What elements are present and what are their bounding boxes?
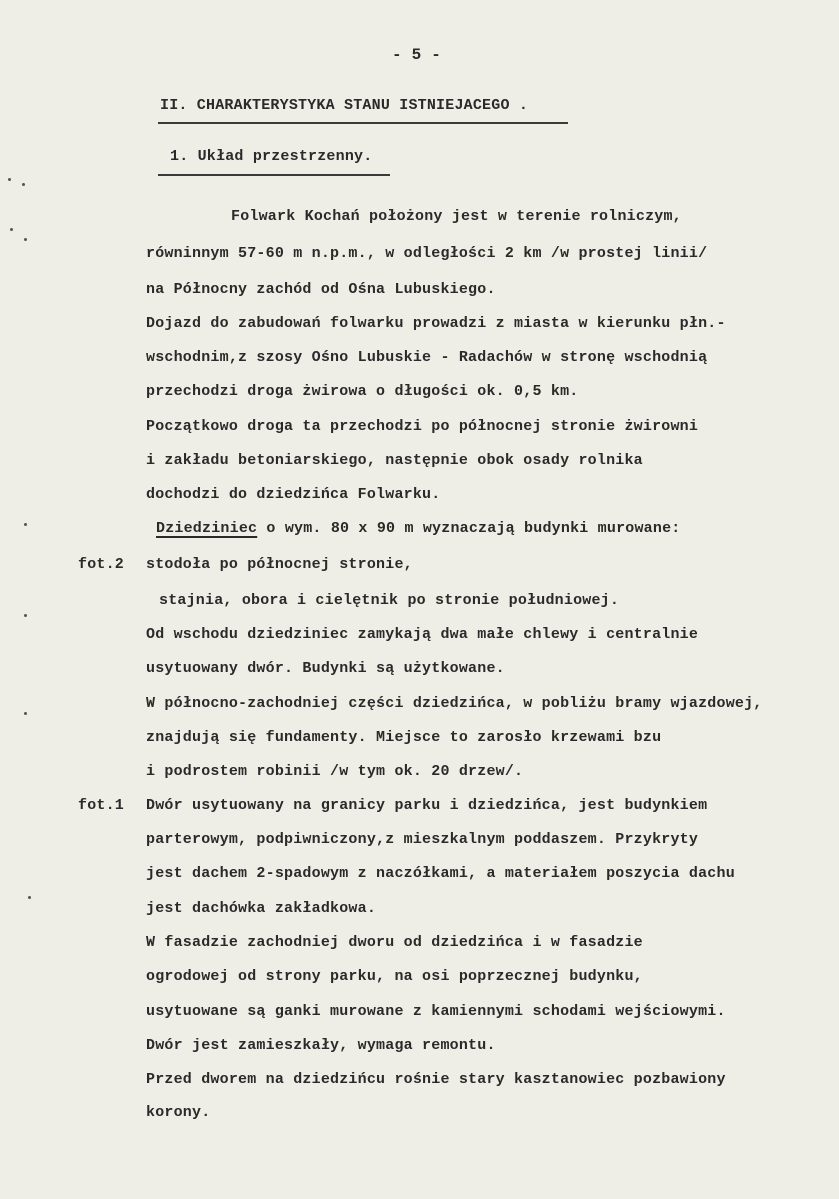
- page-number: - 5 -: [392, 46, 442, 64]
- paragraph2-line: znajdują się fundamenty. Miejsce to zarosło krzewami bzu: [146, 729, 662, 746]
- paragraph1-line: równinnym 57-60 m n.p.m., w odległości 2 km /w prostej linii/: [146, 245, 708, 262]
- paragraph2-line: Od wschodu dziedziniec zamykają dwa małe chlewy i centralnie: [146, 626, 699, 643]
- margin-mark: [24, 238, 27, 241]
- dziedziniec-rest: o wym. 80 x 90 m wyznaczają budynki murowane:: [257, 520, 681, 537]
- paragraph1-line: Początkowo droga ta przechodzi po północnej stronie żwirowni: [146, 418, 699, 435]
- paragraph3-line: jest dachem 2-spadowym z naczółkami, a materiałem poszycia dachu: [146, 865, 735, 882]
- margin-mark: [10, 228, 13, 231]
- margin-mark: [22, 183, 25, 186]
- photo-reference-fot1: fot.1: [78, 797, 125, 814]
- margin-mark: [24, 614, 27, 617]
- section-heading: 1. Układ przestrzenny.: [170, 148, 373, 165]
- chapter-heading-underline: [158, 122, 568, 124]
- margin-mark: [24, 712, 27, 715]
- dziedziniec-line: [156, 520, 681, 538]
- paragraph2-line: stodoła po północnej stronie,: [146, 556, 413, 573]
- paragraph1-line: przechodzi droga żwirowa o długości ok. 0,5 km.: [146, 383, 579, 400]
- paragraph3-line: ogrodowej od strony parku, na osi poprzecznej budynku,: [146, 968, 643, 985]
- paragraph3-line: Przed dworem na dziedzińcu rośnie stary kasztanowiec pozbawiony: [146, 1071, 726, 1088]
- paragraph2-line: i podrostem robinii /w tym ok. 20 drzew/.: [146, 763, 524, 780]
- margin-mark: [24, 523, 27, 526]
- section-heading-underline: [158, 174, 390, 176]
- paragraph1-line: Dojazd do zabudowań folwarku prowadzi z miasta w kierunku płn.-: [146, 315, 726, 332]
- margin-mark: [8, 178, 11, 181]
- paragraph1-line: Folwark Kochań położony jest w terenie rolniczym,: [231, 208, 682, 225]
- paragraph1-line: wschodnim,z szosy Ośno Lubuskie - Radachów w stronę wschodnią: [146, 349, 708, 366]
- paragraph3-line: Dwór usytuowany na granicy parku i dziedzińca, jest budynkiem: [146, 797, 708, 814]
- paragraph3-line: parterowym, podpiwniczony,z mieszkalnym poddaszem. Przykryty: [146, 831, 699, 848]
- paragraph1-line: dochodzi do dziedzińca Folwarku.: [146, 486, 441, 503]
- margin-mark: [28, 896, 31, 899]
- paragraph1-line: i zakładu betoniarskiego, następnie obok osady rolnika: [146, 452, 643, 469]
- chapter-heading: II. CHARAKTERYSTYKA STANU ISTNIEJACEGO .: [160, 97, 529, 114]
- dziedziniec-word: Dziedziniec: [156, 520, 258, 537]
- paragraph2-line: usytuowany dwór. Budynki są użytkowane.: [146, 660, 505, 677]
- paragraph1-line: na Północny zachód od Ośna Lubuskiego.: [146, 281, 496, 298]
- paragraph3-line: korony.: [146, 1104, 211, 1121]
- paragraph2-line: W północno-zachodniej części dziedzińca, w pobliżu bramy wjazdowej,: [146, 695, 763, 712]
- paragraph2-line: stajnia, obora i cielętnik po stronie południowej.: [159, 592, 620, 609]
- paragraph3-line: usytuowane są ganki murowane z kamiennymi schodami wejściowymi.: [146, 1003, 726, 1020]
- paragraph3-line: W fasadzie zachodniej dworu od dziedzińca i w fasadzie: [146, 934, 643, 951]
- paragraph3-line: Dwór jest zamieszkały, wymaga remontu.: [146, 1037, 496, 1054]
- photo-reference-fot2: fot.2: [78, 556, 125, 573]
- paragraph3-line: jest dachówka zakładkowa.: [146, 900, 377, 917]
